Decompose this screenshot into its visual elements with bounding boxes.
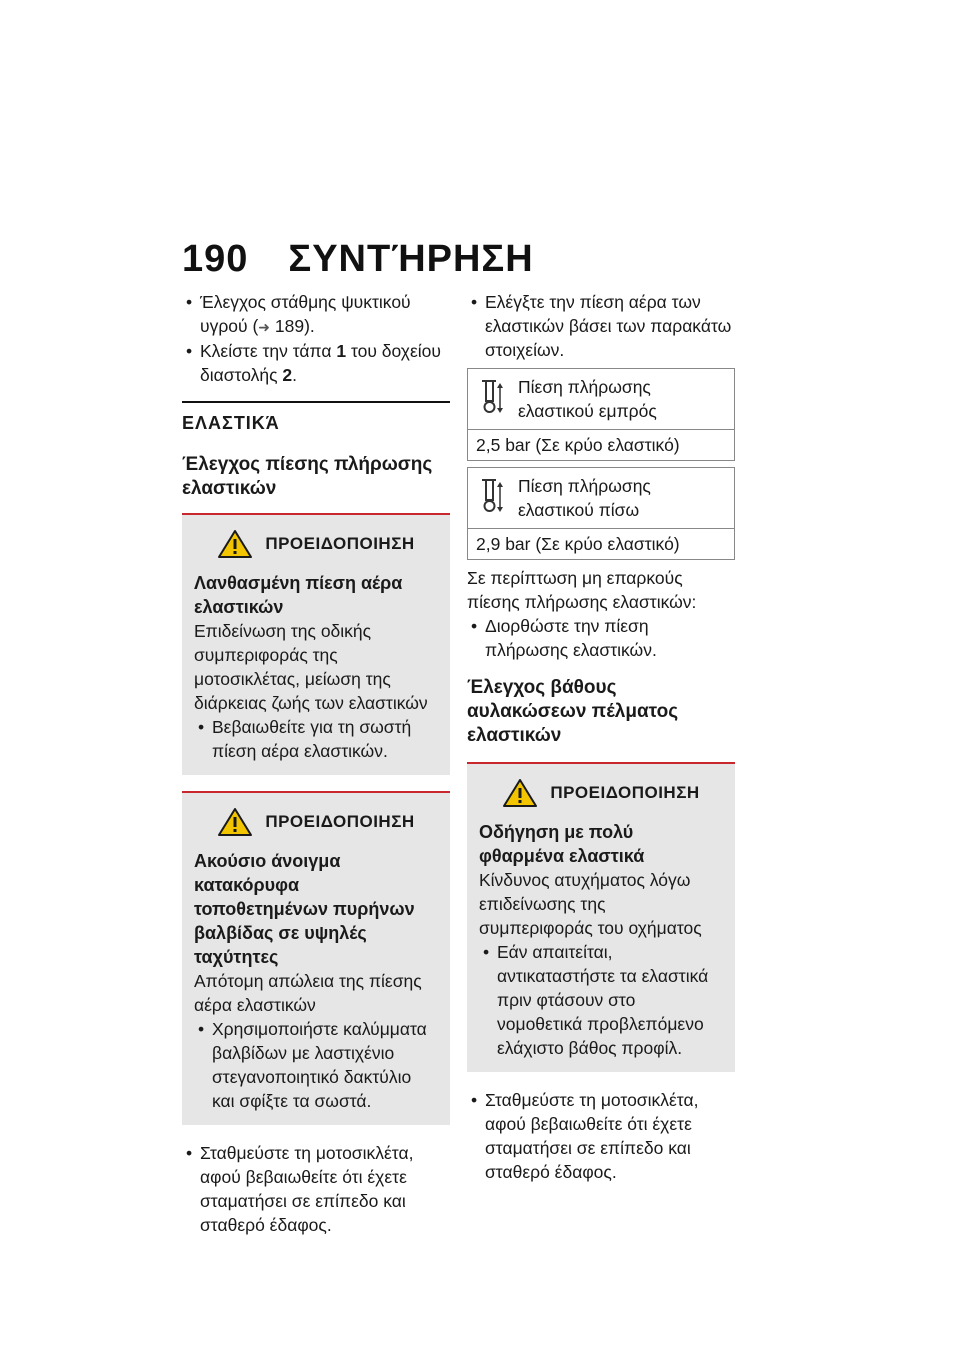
warning-header	[194, 807, 438, 837]
pressure-gauge-icon	[476, 474, 510, 514]
warning-header	[194, 529, 438, 559]
section-title: ΕΛΑΣΤΙΚΆ	[182, 413, 280, 433]
subsection-heading: Έλεγχος πίεσης πλήρωσης ελαστικών	[182, 454, 433, 499]
list-item: • Διορθώστε την πίεση πλήρωσης ελαστικών.	[467, 614, 735, 662]
list-item: • Σταθμεύστε τη μοτοσικλέτα, αφού βεβαιωθείτε ότι έχετε σταματήσει σε επίπεδο και σταθερό έδαφος.	[467, 1088, 735, 1184]
left-column	[182, 290, 450, 1237]
page-reference[interactable]: 189).	[274, 316, 315, 336]
pressure-label: Πίεση πλήρωσης ελαστικού εμπρός	[518, 377, 657, 421]
page-header	[182, 238, 534, 281]
subsection-heading: Έλεγχος βάθους αυλακώσεων πέλματος ελαστικών	[467, 677, 679, 746]
list-item: • Ελέγξτε την πίεση αέρα των ελαστικών βάσει των παρακάτω στοιχείων.	[467, 290, 735, 362]
chapter-title: ΣΥΝΤΉΡΗΣΗ	[288, 238, 534, 280]
warning-body: Απότομη απώλεια της πίεσης αέρα ελαστικών	[194, 971, 422, 1015]
warning-header	[479, 778, 723, 808]
warning-body: Επιδείνωση της οδικής συμπεριφοράς της μοτοσικλέτας, μείωση της διάρκειας ζωής των ελαστικών	[194, 621, 428, 713]
list-item: • Έλεγχος στάθμης ψυκτικού υγρού (➜ 189).	[182, 290, 450, 339]
pressure-table-header	[468, 468, 734, 529]
section-divider	[182, 401, 450, 403]
pressure-value: 2,5 bar (Σε κρύο ελαστικό)	[476, 435, 680, 455]
arrow-right-icon: ➜	[258, 319, 271, 335]
warning-bullet: • Εάν απαιτείται, αντικαταστήστε τα ελαστικά πριν φτάσουν στο νομοθετικά προβλεπόμενο ελάχιστο βάθος προφίλ.	[479, 940, 723, 1060]
warning-body: Κίνδυνος ατυχήματος λόγω επιδείνωσης της συμπεριφοράς του οχήματος	[479, 870, 702, 938]
list-item: • Κλείστε την τάπα 1 του δοχείου διαστολής 2.	[182, 339, 450, 387]
pressure-value: 2,9 bar (Σε κρύο ελαστικό)	[476, 534, 680, 554]
warning-box	[182, 513, 450, 775]
right-column	[467, 290, 735, 1184]
pressure-table-rear	[467, 467, 735, 560]
warning-bullet: • Χρησιμοποιήστε καλύμματα βαλβίδων με λαστιχένιο στεγανοποιητικό δακτύλιο και σφίξτε τα σωστά.	[194, 1017, 438, 1113]
warning-label: ΠΡΟΕΙΔΟΠΟΙΗΣΗ	[265, 534, 415, 553]
warning-triangle-icon	[502, 778, 538, 808]
pressure-label: Πίεση πλήρωσης ελαστικού πίσω	[518, 476, 651, 520]
pressure-gauge-icon	[476, 375, 510, 415]
page-number: 190	[182, 238, 249, 280]
warning-triangle-icon	[217, 807, 253, 837]
warning-label: ΠΡΟΕΙΔΟΠΟΙΗΣΗ	[550, 783, 700, 802]
warning-box	[467, 762, 735, 1072]
warning-title: Λανθασμένη πίεση αέρα ελαστικών	[194, 573, 403, 617]
warning-title: Ακούσιο άνοιγμα κατακόρυφα τοποθετημένων πυρήνων βαλβίδας σε υψηλές ταχύτητες	[194, 851, 415, 967]
pressure-table-front	[467, 368, 735, 461]
warning-bullet: • Βεβαιωθείτε για τη σωστή πίεση αέρα ελαστικών.	[194, 715, 438, 763]
paragraph: Σε περίπτωση μη επαρκούς πίεσης πλήρωσης ελαστικών:	[467, 568, 697, 612]
list-item: • Σταθμεύστε τη μοτοσικλέτα, αφού βεβαιωθείτε ότι έχετε σταματήσει σε επίπεδο και σταθερό έδαφος.	[182, 1141, 450, 1237]
pressure-table-header	[468, 369, 734, 430]
warning-triangle-icon	[217, 529, 253, 559]
warning-title: Οδήγηση με πολύ φθαρμένα ελαστικά	[479, 822, 645, 866]
warning-box	[182, 791, 450, 1125]
warning-label: ΠΡΟΕΙΔΟΠΟΙΗΣΗ	[265, 812, 415, 831]
